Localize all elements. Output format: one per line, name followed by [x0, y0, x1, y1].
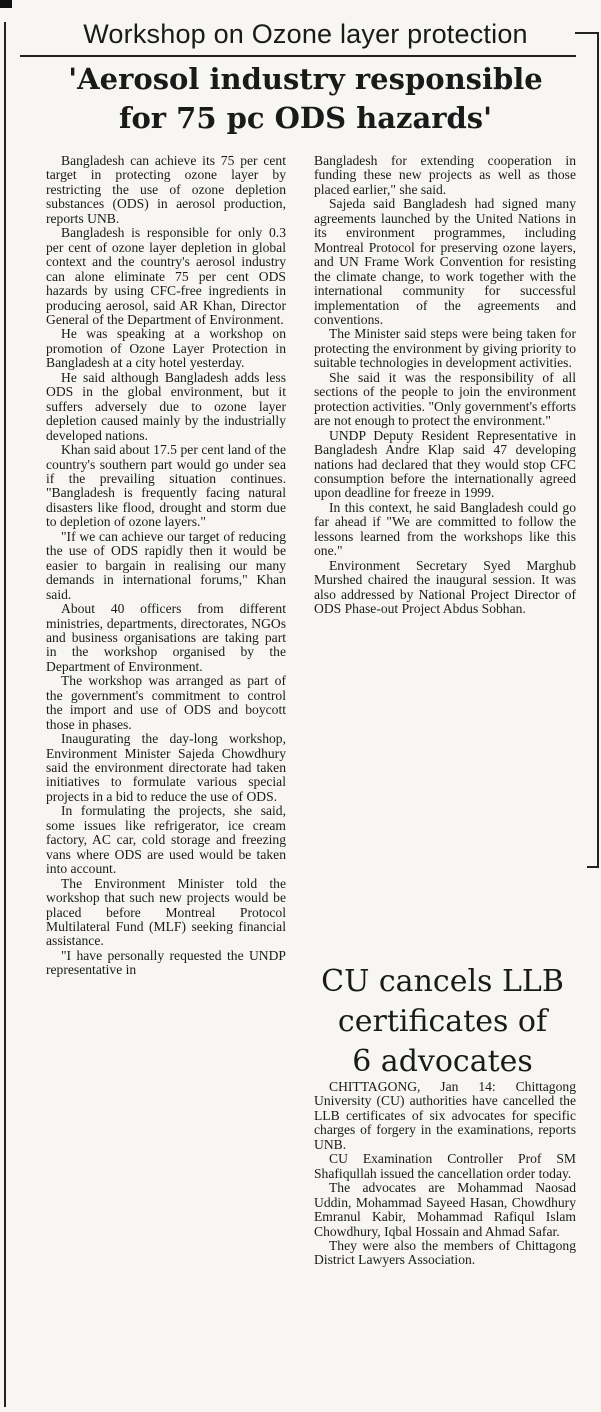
paragraph: CHITTAGONG, Jan 14: Chittagong University (CU) authorities have cancelled the LLB certificates of six advocates for specific charges of forgery in the examinations, reports UNB.: [314, 1079, 576, 1152]
paragraph: She said it was the responsibility of all sections of the people to join the environment protection activities. "Only government's efforts are not enough to protect the environment.": [314, 369, 576, 429]
paragraph: UNDP Deputy Resident Representative in Bangladesh Andre Klap said 47 developing nations had declared that they would stop CFC consumption before the internationally agreed upon deadline for freeze in 1999.: [314, 427, 576, 501]
paragraph: Khan said about 17.5 per cent land of the country's southern part would go under sea if the prevailing situation continues. "Bangladesh is frequently facing natural disasters like flood, drought and storm due to depletion of ozone layers.": [46, 442, 286, 530]
story2-headline-line-2: certificates of: [337, 1004, 548, 1039]
article-column-left: [46, 154, 286, 978]
headline-line-1: 'Aerosol industry responsible: [68, 62, 543, 96]
paragraph: The advocates are Mohammad Naosad Uddin, Mohammad Sayeed Hasan, Chowdhury Emranul Kabir, Mohammad Rafiqul Islam Chowdhury, Iqbal Hossain and Ahmad Safar.: [314, 1180, 576, 1239]
story2-headline-line-1: CU cancels LLB: [321, 964, 564, 999]
paragraph: Inaugurating the day-long workshop, Environment Minister Sajeda Chowdhury said the environment directorate had taken initiatives to formulate various special projects in a bid to reduce the use of ODS.: [46, 731, 286, 804]
page-corner-mark: [0, 0, 12, 8]
article-column-right: [314, 154, 576, 617]
right-rule-foot: [587, 866, 599, 868]
paragraph: They were also the members of Chittagong District Lawyers Association.: [314, 1237, 576, 1268]
paragraph: Bangladesh is responsible for only 0.3 per cent of ozone layer depletion in global context and the country's aerosol industry can alone eliminate 75 per cent ODS hazards by using CFC-free ingredients in producing aerosol, said AR Khan, Director General of the Department of Environment.: [46, 225, 286, 327]
kicker-underline: [20, 55, 576, 57]
article-headline: [18, 60, 593, 138]
paragraph: The Minister said steps were being taken for protecting the environment by giving priority to suitable technologies in development activities.: [314, 326, 576, 371]
paragraph-continued: Bangladesh for extending cooperation in funding these new projects as well as those placed earlier," she said.: [314, 153, 576, 197]
paragraph: In formulating the projects, she said, some issues like refrigerator, ice cream factory, AC car, cold storage and freezing vans where ODS are used would be taken into account.: [46, 803, 286, 877]
right-column-rule: [597, 32, 599, 867]
paragraph: He was speaking at a workshop on promotion of Ozone Layer Protection in Bangladesh at a city hotel yesterday.: [46, 326, 286, 371]
paragraph: Environment Secretary Syed Marghub Murshed chaired the inaugural session. It was also addressed by National Project Director of ODS Phase-out Project Abdus Sobhan.: [314, 557, 576, 617]
article-kicker: Workshop on Ozone layer protection: [83, 19, 528, 49]
paragraph: In this context, he said Bangladesh could go far ahead if "We are committed to follow the lessons learned from the workshops like this one.": [314, 499, 576, 559]
paragraph: He said although Bangladesh adds less ODS in the global environment, but it suffers adversely due to ozone layer depletion caused mainly by the industrially developed nations.: [46, 369, 286, 443]
headline-line-2: for 75 pc ODS hazards': [118, 101, 493, 135]
paragraph: The Environment Minister told the workshop that such new projects would be placed before Montreal Protocol Multilateral Fund (MLF) seeking financial assistance.: [46, 875, 286, 949]
story2-body: [314, 1080, 576, 1268]
paragraph: The workshop was arranged as part of the government's commitment to control the import and use of ODS and boycott those in phases.: [46, 673, 286, 732]
paragraph: Bangladesh can achieve its 75 per cent target in protecting ozone layer by restricting the use of ozone depletion substances (ODS) in aerosol production, reports UNB.: [46, 153, 286, 226]
paragraph: "If we can achieve our target of reducing the use of ODS rapidly then it would be easier to bargain in realising our many demands in international forums," Khan said.: [46, 528, 286, 602]
paragraph: CU Examination Controller Prof SM Shafiqullah issued the cancellation order today.: [314, 1151, 576, 1181]
paragraph: About 40 officers from different ministries, departments, directorates, NGOs and business organisations are taking part in the workshop organised by the Department of Environment.: [46, 601, 286, 674]
left-column-rule: [4, 22, 6, 1407]
story2-headline: [300, 962, 585, 1082]
story2-headline-line-3: 6 advocates: [352, 1044, 533, 1079]
paragraph: Sajeda said Bangladesh had signed many agreements launched by the United Nations in its environment programmes, including Montreal Protocol for preserving ozone layers, and UN Frame Work Convention for resisting the climate change, to work together with the international community for successful implementation of the agreements and conventions.: [314, 196, 576, 327]
paragraph: "I have personally requested the UNDP representative in: [46, 947, 286, 978]
